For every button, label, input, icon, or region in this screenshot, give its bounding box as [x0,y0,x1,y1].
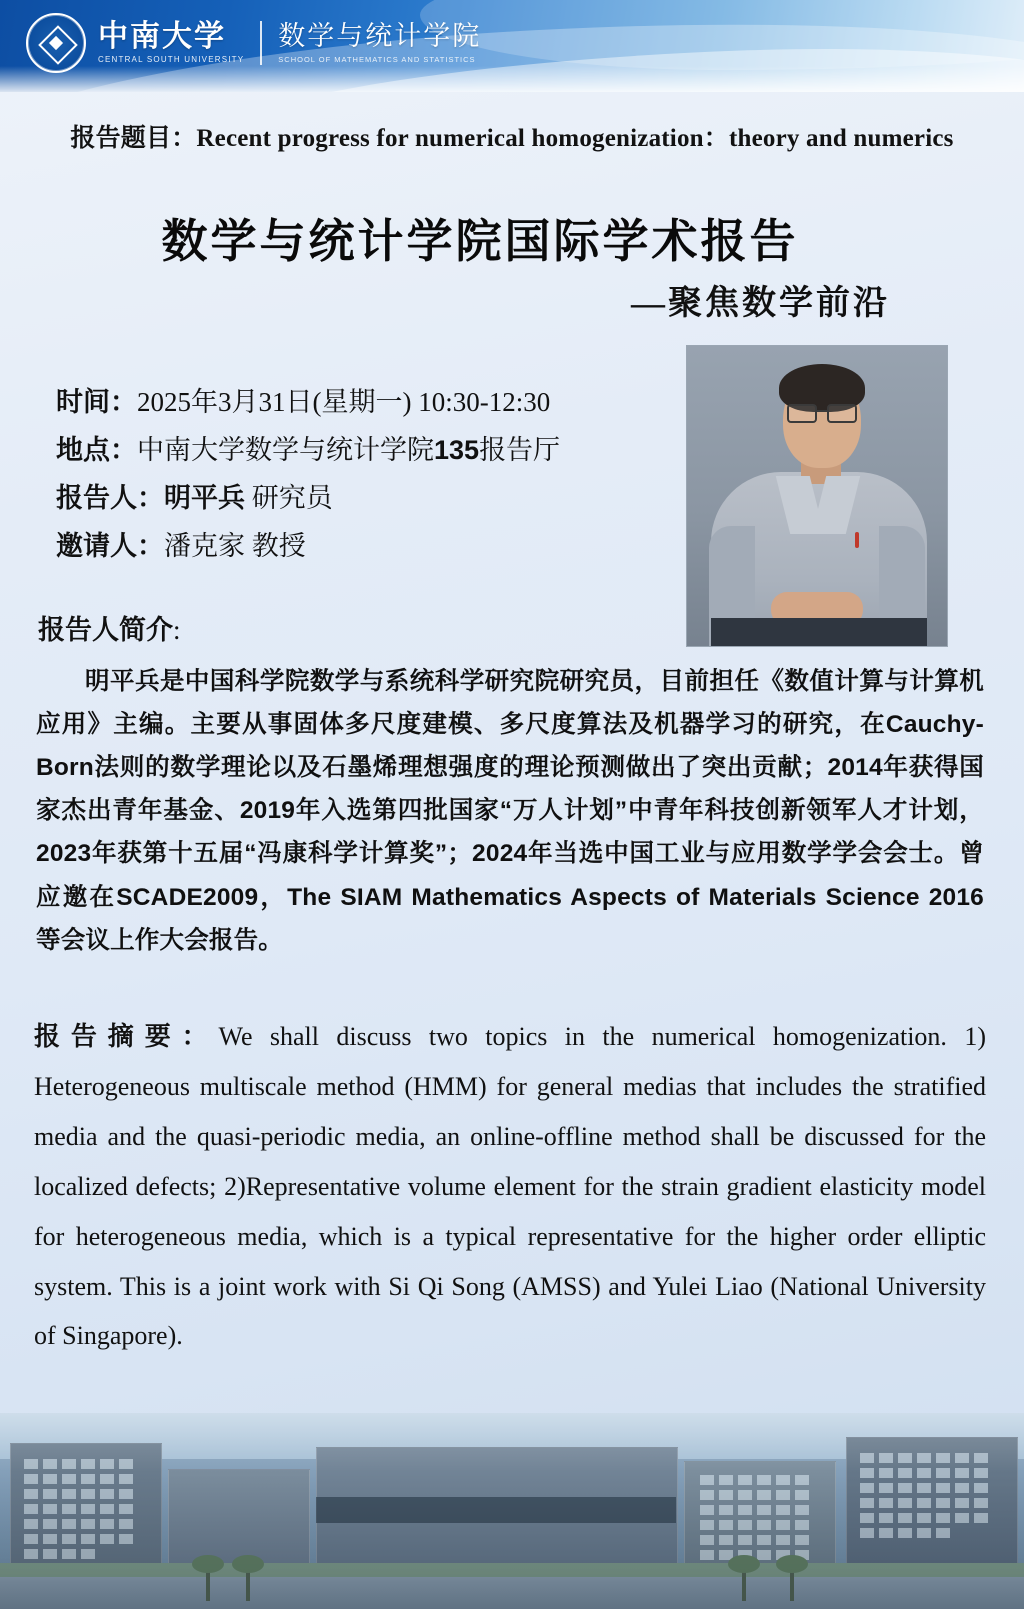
inviter-label: 邀请人： [56,531,164,562]
info-row-place [56,426,676,474]
campus-photo [0,1413,1024,1609]
portrait-trousers [711,618,927,646]
school-name-en: SCHOOL OF MATHEMATICS AND STATISTICS [278,54,476,64]
school-name-group [278,20,482,64]
header-banner [0,0,1024,92]
speaker-name: 明平兵 [164,483,245,514]
inviter-value: 潘克家 教授 [164,531,306,562]
portrait-glasses [787,404,857,420]
university-seal-icon [26,13,86,73]
university-name-en: CENTRAL SOUTH UNIVERSITY [98,55,245,64]
place-value-prefix: 中南大学数学与统计学院 [137,435,434,466]
speaker-title: 研究员 [245,483,333,514]
speaker-portrait-photo [686,345,948,647]
place-room-number: 135 [434,435,480,466]
place-label: 地点： [56,435,137,466]
talk-topic-text: Recent progress for numerical homogenization：theory and numerics [196,125,954,152]
time-label: 时间： [56,387,137,417]
university-name-cn: 中南大学 [98,20,226,53]
abstract-block [34,1012,986,1361]
info-row-speaker [56,474,676,522]
bio-heading-text: 报告人简介 [38,615,173,645]
page-subtitle: —聚焦数学前沿 [631,285,890,322]
photo-vignette [0,1413,1024,1609]
talk-topic-label: 报告题目： [70,124,197,152]
page-title: 数学与统计学院国际学术报告 [161,215,799,267]
university-name-group [86,22,244,64]
talk-topic [70,118,954,160]
bio-heading [38,608,181,647]
event-info-block [56,378,676,570]
abstract-text: We shall discuss two topics in the numerical homogenization. 1) Heterogeneous multiscale method (HMM) for general medias that includes the stratified media and the quasi-periodic media, an online-offline method shall be discussed for the localized defects; 2)Representative volume element for the strain gradient elasticity model for heterogeneous media, which is a typical representative for the higher order elliptic system. This is a joint work with Si Qi Song (AMSS) and Yulei Liao (National University of Singapore). [34,1022,986,1351]
time-value: 2025年3月31日(星期一) 10:30-12:30 [137,387,551,417]
university-logo-block [26,10,481,76]
logo-divider [260,21,262,65]
info-row-time [56,378,676,426]
school-name-cn: 数学与统计学院 [278,20,482,51]
abstract-label: 报告摘要： [34,1021,219,1051]
info-row-inviter [56,522,676,570]
bio-heading-colon: : [173,615,181,645]
bio-paragraph: 明平兵是中国科学院数学与系统科学研究院研究员，目前担任《数值计算与计算机应用》主编。主要从事固体多尺度建模、多尺度算法及机器学习的研究，在Cauchy-Born法则的数学理论以及石墨烯理想强度的理论预测做出了突出贡献；2014年获得国家杰出青年基金、2019年入选第四批国家“万人计划”中青年科技创新领军人才计划，2023年获第十五届“冯康科学计算奖”；2024年当选中国工业与应用数学学会会士。曾应邀在SCADE2009，The SIAM Mathematics Aspects of Materials Science 2016等会议上作大会报告。 [36,668,984,954]
speaker-label: 报告人： [56,483,164,514]
place-value-suffix: 报告厅 [479,435,561,466]
portrait-pen-icon [855,532,859,548]
